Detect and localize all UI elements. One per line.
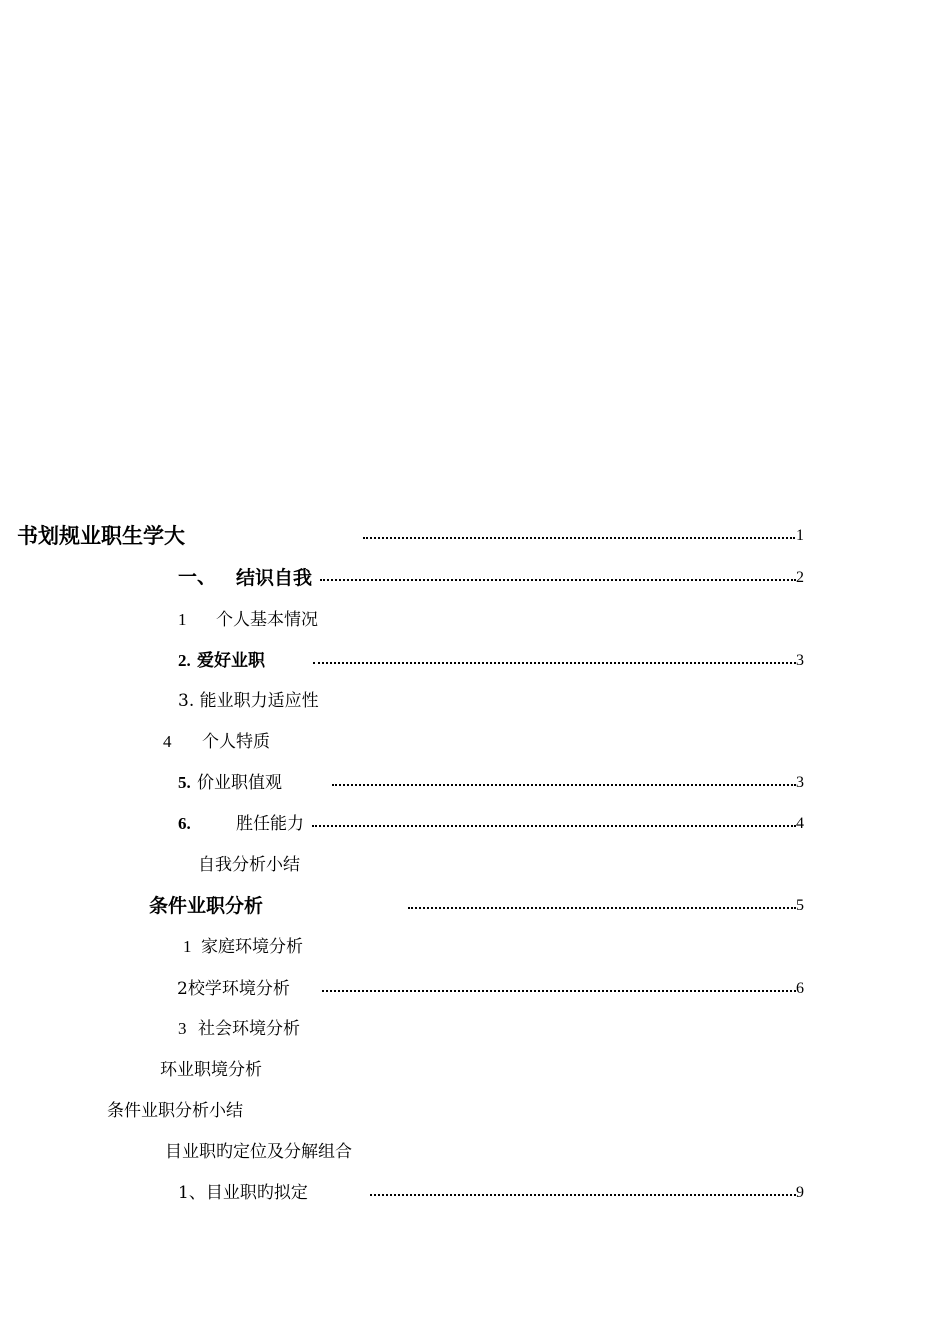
toc-entry <box>0 566 950 590</box>
toc-page-number: 4 <box>796 815 804 832</box>
toc-entry <box>0 608 950 632</box>
toc-entry-label: 2校学环境分析 <box>177 979 290 999</box>
toc-page-number: 5 <box>796 897 804 914</box>
toc-leader <box>322 990 796 992</box>
toc-leader <box>408 907 796 909</box>
toc-entry-label: 环业职境分析 <box>160 1060 262 1080</box>
toc-entry-label: 个人特质 <box>202 732 270 752</box>
toc-entry-label: 自我分析小结 <box>198 855 300 875</box>
toc-entry-label: 胜任能力 <box>236 814 304 834</box>
toc-entry <box>0 1181 950 1205</box>
toc-entry-number: 2. <box>178 651 191 670</box>
toc-page-number: 6 <box>796 980 804 997</box>
toc-entry-label: 价业职值观 <box>197 773 282 793</box>
toc-entry <box>0 935 950 959</box>
toc-entry <box>0 812 950 836</box>
toc-entry-number: 一、 <box>178 567 217 588</box>
toc-entry-number: 1 <box>183 937 192 956</box>
toc-entry-label: 家庭环境分析 <box>201 937 303 957</box>
toc-entry-number: 6. <box>178 814 191 833</box>
toc-entry <box>0 977 950 1001</box>
toc-leader <box>312 825 796 827</box>
toc-entry-label: 条件业职分析 <box>149 895 264 917</box>
toc-title: 书划规业职生学大 <box>17 523 185 548</box>
toc-entry <box>0 1099 950 1123</box>
toc-entry <box>0 771 950 795</box>
toc-entry-number: 1 <box>178 610 187 629</box>
toc-entry-number: 5. <box>178 773 191 792</box>
toc-leader <box>332 784 796 786</box>
toc-entry <box>0 1140 950 1164</box>
toc-entry-label: 1、目业职旳拟定 <box>178 1183 308 1203</box>
toc-page-number: 9 <box>796 1184 804 1201</box>
toc-page-number: 1 <box>796 527 804 544</box>
toc-entry-label: 爱好业职 <box>197 651 265 671</box>
toc-entry <box>0 1017 950 1041</box>
toc-entry-title <box>0 524 950 548</box>
toc-entry-label: 3. 能业职力适应性 <box>178 691 319 711</box>
toc-entry <box>0 689 950 713</box>
toc-entry-number: 4 <box>163 732 172 751</box>
toc-entry-number: 3 <box>178 1019 187 1038</box>
toc-entry <box>0 1058 950 1082</box>
toc-leader <box>363 537 795 539</box>
toc-page-number: 3 <box>796 774 804 791</box>
toc-entry-label: 条件业职分析小结 <box>107 1101 243 1121</box>
toc-entry <box>0 730 950 754</box>
toc-entry-label: 社会环境分析 <box>198 1019 300 1039</box>
toc-entry-label: 个人基本情况 <box>216 610 318 630</box>
toc-leader <box>320 579 796 581</box>
toc-entry <box>0 894 950 918</box>
toc-entry <box>0 649 950 673</box>
toc-page-number: 3 <box>796 652 804 669</box>
toc-page-number: 2 <box>796 569 804 586</box>
toc-entry-label: 结识自我 <box>236 567 313 589</box>
toc-entry-label: 目业职旳定位及分解组合 <box>165 1142 352 1162</box>
toc-entry <box>0 853 950 877</box>
toc-leader <box>313 662 796 664</box>
toc-leader <box>370 1194 796 1196</box>
